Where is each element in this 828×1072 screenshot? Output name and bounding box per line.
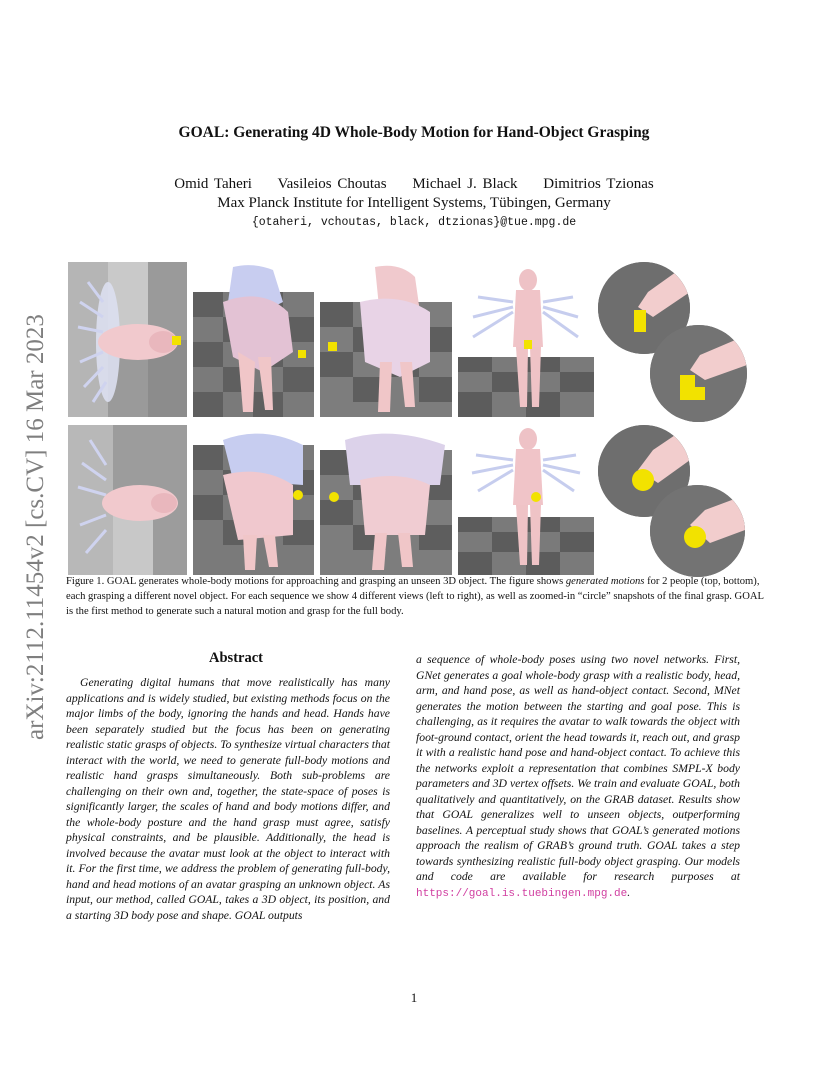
author-name: Omid Taheri (174, 176, 252, 192)
author-name: Vasileios Choutas (277, 176, 387, 192)
grasp-closeup-1b (650, 325, 747, 422)
project-url-link[interactable]: https://goal.is.tuebingen.mpg.de (416, 887, 628, 900)
affiliation: Max Planck Institute for Intelligent Systems, Tübingen, Germany (217, 195, 611, 211)
figure-panel-side-view-1 (193, 262, 314, 417)
paper-title: GOAL: Generating 4D Whole-Body Motion for Hand-Object Grasping (178, 124, 650, 141)
author-list (0, 176, 828, 193)
author-name: Dimitrios Tzionas (543, 176, 654, 192)
caption-text-rest: for 2 people (top, bottom), each grasping a different novel object. For each sequence we show 4 different views (left to right), as well as zoomed-in “circle” snapshots of the final grasp. GOAL is the first method to generate such a natural motion and grasp for the full body. (66, 576, 764, 617)
abstract-period: . (627, 885, 631, 899)
figure-panel-back-view-2 (320, 425, 452, 575)
caption-emphasis: generated motions (565, 576, 645, 587)
author-name: Michael J. Black (412, 176, 518, 192)
abstract-left-column: Generating digital humans that move realistically has many applications and is widely studied, but existing methods focus on the major limbs of the body, ignoring the hands and head. Hands have been separately studied but the focus has been on generating realistic static grasps of objects. To synthesize virtual characters that interact with the world, we need to generate full-body motions and realistic hand grasps simultaneously. Both sub-problems are challenging on their own and, together, the state-space of poses is significantly larger, the scales of hand and body motions differ, and the whole-body posture and the hand grasp must agree, satisfy physical constraints, and be plausible. Additionally, the head is involved because the avatar must look at the object to interact with it. For the first time, we address the problem of generating full-body, hand and head motions of an avatar grasping an unknown object. As input, our method, called GOAL, takes a 3D object, its position, and a starting 3D body pose and shape. GOAL outputs (66, 676, 390, 922)
author-emails: {otaheri, vchoutas, black, dtzionas}@tue.mpg.de (251, 216, 577, 229)
figure-panel-top-view-2 (68, 425, 187, 575)
figure-panel-front-view-2 (458, 425, 594, 575)
figure-panel-side-view-2 (193, 425, 314, 575)
abstract-heading: Abstract (209, 650, 263, 666)
abstract-right-text: a sequence of whole-body poses using two novel networks. First, GNet generates a goal whole-body grasp with a realistic body, head, arm, and hand pose, as well as hand-object contact. Second, MNet generates the motion between the starting and goal pose. This is challenging, as it requires the avatar to walk towards the object with foot-ground contact, orient the head towards it, reach out, and grasp it with a realistic hand pose and hand-object contact. To achieve this the networks exploit a representation that combines SMPL-X body parameters and 3D vertex offsets. We train and evaluate GOAL, both qualitatively and quantitatively, on the GRAB dataset. Results show that GOAL generalizes well to unseen objects, outperforming baselines. A perceptual study shows that GOAL’s generated motions approach the realism of GRAB’s ground truth. GOAL takes a step towards synthesizing realistic full-body object grasping. Our models and code are available for research purposes at (416, 653, 740, 883)
caption-text: GOAL generates whole-body motions for approaching and grasping an unseen 3D object. The figure shows (106, 576, 566, 587)
grasp-closeup-2b (650, 485, 745, 577)
abstract-right-column (416, 652, 740, 902)
figure-panel-top-view-1 (68, 262, 187, 417)
page-number: 1 (410, 990, 418, 1005)
figure-panel-front-view-1 (458, 262, 594, 417)
caption-label: Figure 1. (66, 576, 105, 587)
figure-panel-back-view-1 (320, 262, 452, 417)
figure-caption (66, 574, 766, 619)
arxiv-stamp-text: arXiv:2112.11454v2 [cs.CV] 16 Mar 2023 (22, 314, 49, 740)
